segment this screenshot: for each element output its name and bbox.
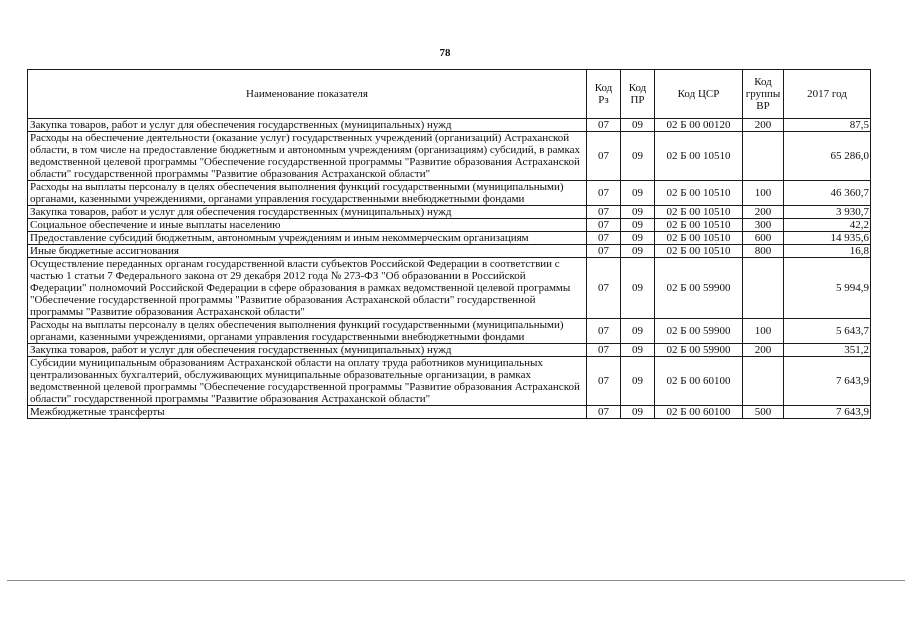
row-csr: 02 Б 00 10510 — [655, 181, 743, 206]
page-number: 78 — [439, 47, 451, 59]
row-vr: 600 — [743, 232, 784, 245]
row-amount: 87,5 — [784, 119, 871, 132]
page-edge-line — [7, 580, 905, 581]
row-vr: 100 — [743, 319, 784, 344]
row-vr: 100 — [743, 181, 784, 206]
row-name: Расходы на обеспечение деятельности (оказание услуг) государственных учреждений (организаций) Астраханской области, в том числе на предоставление бюджетным и автономным учреждениям (организациям) субсидий, в рамках ведомственной целевой программы "Обеспечение государственной программы "Развитие образования Астраханской области" государственной программы "Развитие образования Астраханской области" — [28, 132, 587, 181]
table-row — [28, 245, 871, 258]
row-csr: 02 Б 00 10510 — [655, 206, 743, 219]
table-row — [28, 319, 871, 344]
table-row — [28, 357, 871, 406]
header-year: 2017 год — [784, 70, 871, 119]
row-pr: 09 — [621, 258, 655, 319]
row-csr: 02 Б 00 59900 — [655, 258, 743, 319]
row-rz: 07 — [587, 181, 621, 206]
table-row — [28, 258, 871, 319]
header-vr: Код группы ВР — [743, 70, 784, 119]
row-rz: 07 — [587, 232, 621, 245]
table-row — [28, 344, 871, 357]
row-rz: 07 — [587, 119, 621, 132]
row-vr: 200 — [743, 344, 784, 357]
row-vr: 800 — [743, 245, 784, 258]
row-csr: 02 Б 00 10510 — [655, 219, 743, 232]
row-csr: 02 Б 00 00120 — [655, 119, 743, 132]
row-amount: 42,2 — [784, 219, 871, 232]
row-name: Закупка товаров, работ и услуг для обеспечения государственных (муниципальных) нужд — [28, 206, 587, 219]
budget-table — [27, 69, 871, 419]
header-csr: Код ЦСР — [655, 70, 743, 119]
row-name: Осуществление переданных органам государственной власти субъектов Российской Федерации в соответствии с частью 1 статьи 7 Федерального закона от 29 декабря 2012 года № 273-ФЗ "Об образовании в Российской Федерации" полномочий Российской Федерации в сфере образования в рамках ведомственной целевой программы "Обеспечение государственной программы "Развитие образования Астраханской области" государственной программы "Развитие образования Астраханской области" — [28, 258, 587, 319]
row-csr: 02 Б 00 59900 — [655, 319, 743, 344]
row-amount: 65 286,0 — [784, 132, 871, 181]
row-amount: 351,2 — [784, 344, 871, 357]
row-pr: 09 — [621, 119, 655, 132]
row-pr: 09 — [621, 132, 655, 181]
row-name: Расходы на выплаты персоналу в целях обеспечения выполнения функций государственными (муниципальными) органами, казенными учреждениями, органами управления государственными внебюджетными фондами — [28, 319, 587, 344]
table-row — [28, 232, 871, 245]
row-vr: 200 — [743, 119, 784, 132]
row-name: Субсидии муниципальным образованиям Астраханской области на оплату труда работников муниципальных централизованных бухгалтерий, обслуживающих муниципальные образовательные организации, в рамках ведомственной целевой программы "Обеспечение государственной программы "Развитие образования Астраханской области" государственной программы "Развитие образования Астраханской области" — [28, 357, 587, 406]
row-rz: 07 — [587, 319, 621, 344]
row-amount: 5 994,9 — [784, 258, 871, 319]
row-vr — [743, 357, 784, 406]
row-amount: 3 930,7 — [784, 206, 871, 219]
row-csr: 02 Б 00 10510 — [655, 132, 743, 181]
row-name: Социальное обеспечение и иные выплаты населению — [28, 219, 587, 232]
row-rz: 07 — [587, 245, 621, 258]
header-pr: Код ПР — [621, 70, 655, 119]
row-amount: 7 643,9 — [784, 406, 871, 419]
row-vr — [743, 258, 784, 319]
row-pr: 09 — [621, 319, 655, 344]
row-vr: 200 — [743, 206, 784, 219]
row-rz: 07 — [587, 132, 621, 181]
row-rz: 07 — [587, 344, 621, 357]
row-pr: 09 — [621, 245, 655, 258]
row-rz: 07 — [587, 258, 621, 319]
row-name: Закупка товаров, работ и услуг для обеспечения государственных (муниципальных) нужд — [28, 344, 587, 357]
row-csr: 02 Б 00 10510 — [655, 232, 743, 245]
table-row — [28, 219, 871, 232]
row-rz: 07 — [587, 357, 621, 406]
table-row — [28, 181, 871, 206]
row-csr: 02 Б 00 10510 — [655, 245, 743, 258]
row-rz: 07 — [587, 219, 621, 232]
table-row — [28, 206, 871, 219]
header-rz: Код Рз — [587, 70, 621, 119]
row-vr — [743, 132, 784, 181]
table-row — [28, 132, 871, 181]
table-row — [28, 406, 871, 419]
row-rz: 07 — [587, 406, 621, 419]
table-row — [28, 119, 871, 132]
row-amount: 46 360,7 — [784, 181, 871, 206]
row-csr: 02 Б 00 60100 — [655, 406, 743, 419]
row-pr: 09 — [621, 406, 655, 419]
row-vr: 500 — [743, 406, 784, 419]
row-name: Расходы на выплаты персоналу в целях обеспечения выполнения функций государственными (муниципальными) органами, казенными учреждениями, органами управления государственными внебюджетными фондами — [28, 181, 587, 206]
row-name: Межбюджетные трансферты — [28, 406, 587, 419]
row-pr: 09 — [621, 232, 655, 245]
row-name: Предоставление субсидий бюджетным, автономным учреждениям и иным некоммерческим организациям — [28, 232, 587, 245]
row-pr: 09 — [621, 344, 655, 357]
row-vr: 300 — [743, 219, 784, 232]
row-rz: 07 — [587, 206, 621, 219]
row-name: Закупка товаров, работ и услуг для обеспечения государственных (муниципальных) нужд — [28, 119, 587, 132]
row-pr: 09 — [621, 219, 655, 232]
row-pr: 09 — [621, 357, 655, 406]
row-pr: 09 — [621, 206, 655, 219]
row-amount: 16,8 — [784, 245, 871, 258]
row-csr: 02 Б 00 60100 — [655, 357, 743, 406]
row-csr: 02 Б 00 59900 — [655, 344, 743, 357]
row-amount: 14 935,6 — [784, 232, 871, 245]
row-amount: 5 643,7 — [784, 319, 871, 344]
table-header-row — [28, 70, 871, 119]
header-name: Наименование показателя — [28, 70, 587, 119]
row-pr: 09 — [621, 181, 655, 206]
row-amount: 7 643,9 — [784, 357, 871, 406]
row-name: Иные бюджетные ассигнования — [28, 245, 587, 258]
